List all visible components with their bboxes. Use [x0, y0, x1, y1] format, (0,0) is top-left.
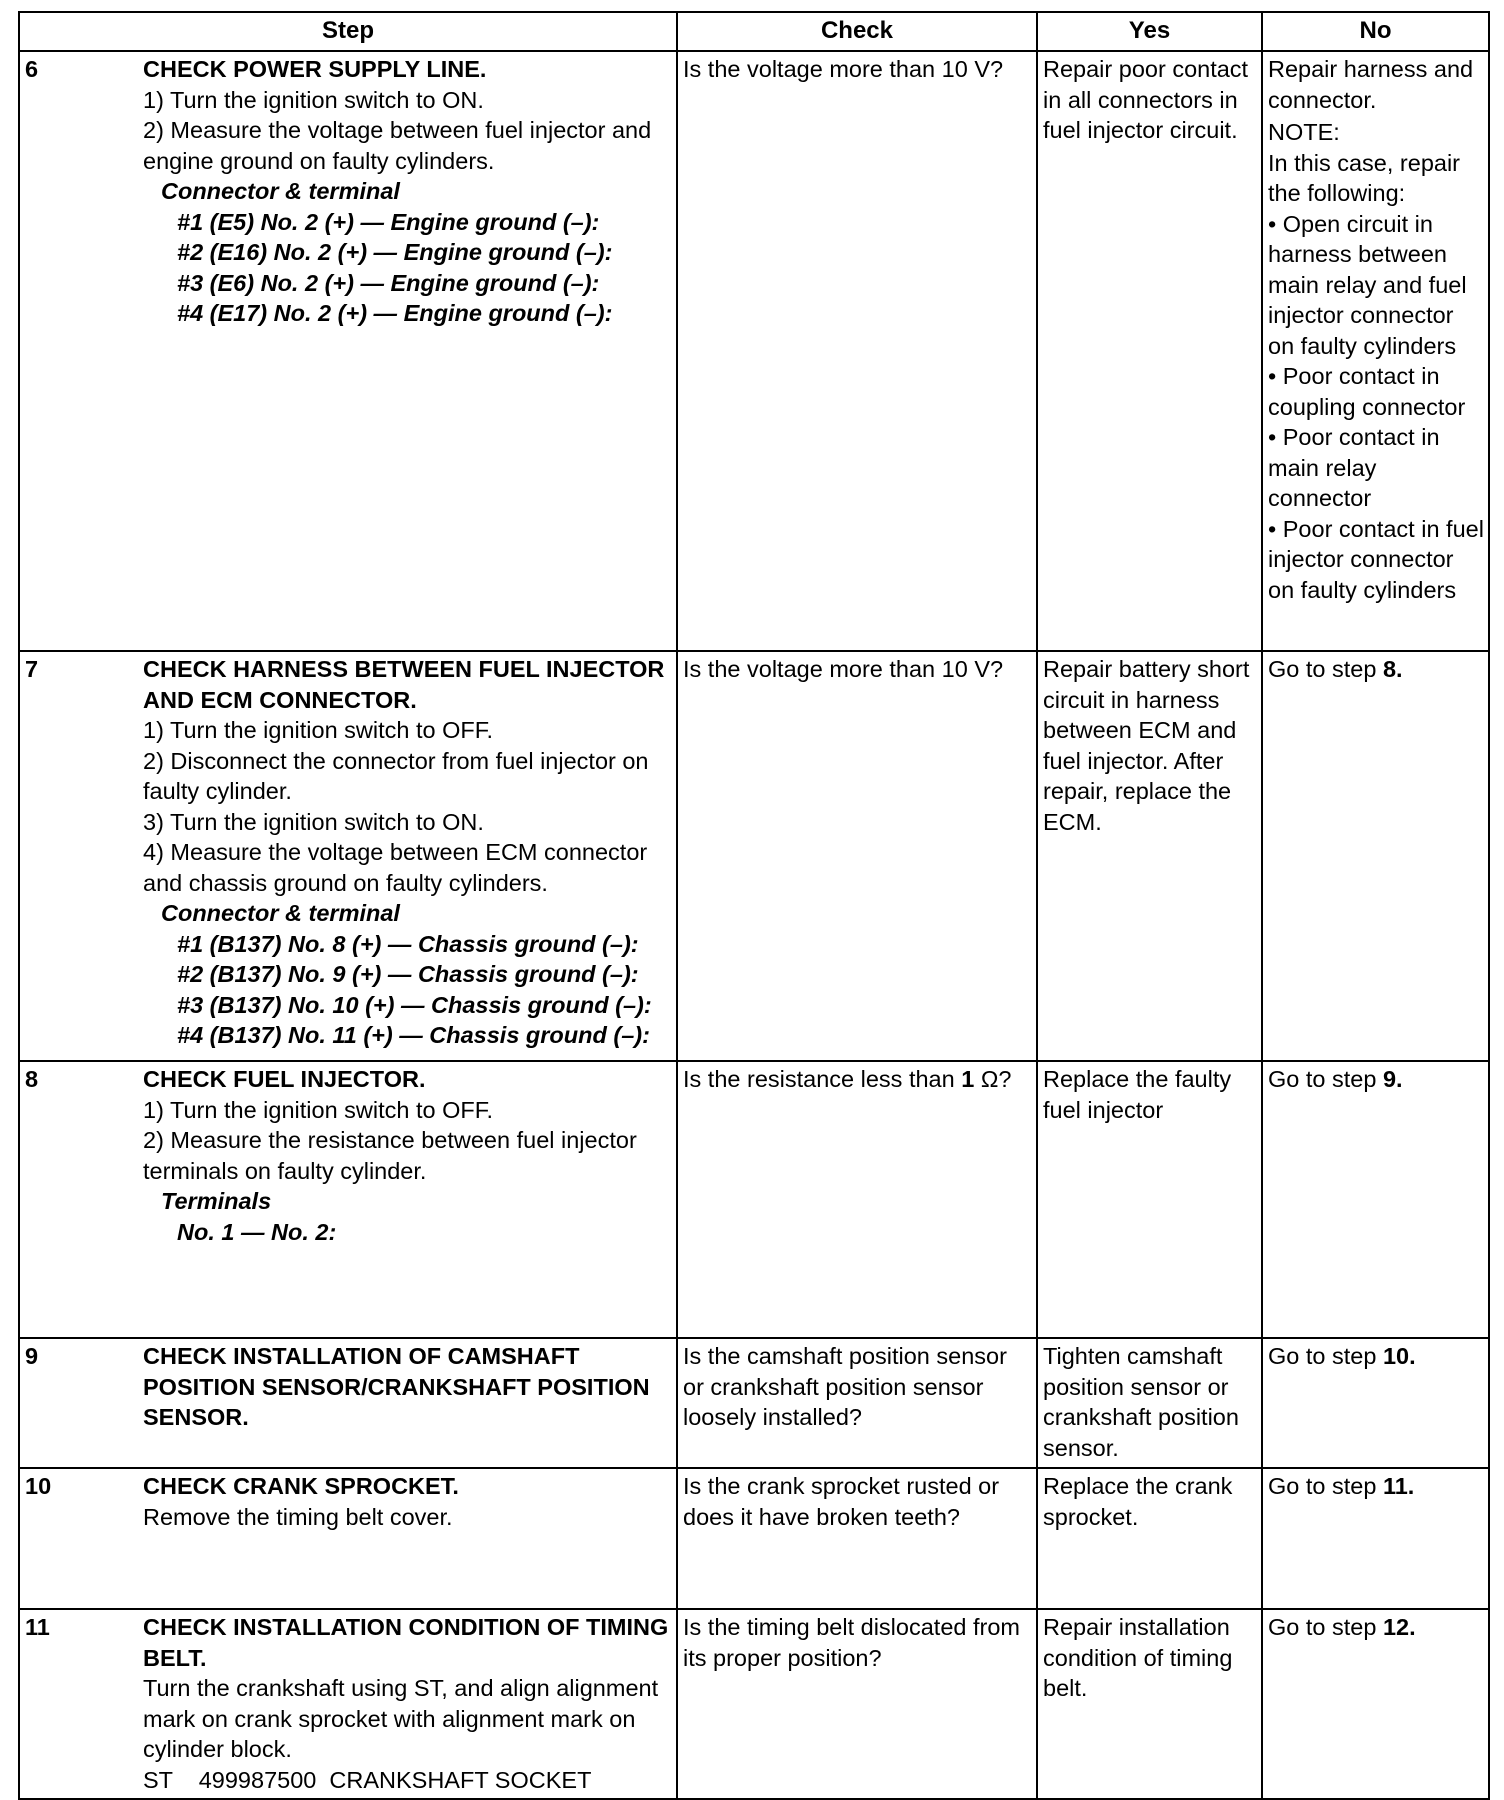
- no-cell: [1262, 1468, 1489, 1609]
- goto-step-period: .: [1409, 1614, 1416, 1640]
- check-cell: Is the camshaft position sensor or crankshaft position sensor loosely installed?: [677, 1338, 1037, 1468]
- check-unit: Ω?: [974, 1066, 1012, 1092]
- no-cell: [1262, 51, 1489, 651]
- yes-cell: Repair poor contact in all connectors in fuel injector circuit.: [1037, 51, 1262, 651]
- goto-step-number: 9: [1382, 1066, 1397, 1092]
- connector-terminal-item: #2 (B137) No. 9 (+) — Chassis ground (–):: [177, 961, 639, 987]
- connector-terminal-item: #4 (B137) No. 11 (+) — Chassis ground (–):: [177, 1022, 650, 1048]
- note-bullet: • Poor contact in coupling connector: [1268, 363, 1466, 420]
- check-value: 1: [961, 1066, 975, 1092]
- step-cell: [19, 1468, 677, 1609]
- goto-step-period: .: [1407, 1473, 1415, 1499]
- step-title: CHECK HARNESS BETWEEN FUEL INJECTOR AND ECM CONNECTOR.: [143, 656, 665, 713]
- step-instruction: 3) Turn the ignition switch to ON.: [143, 808, 484, 835]
- step-title: CHECK INSTALLATION CONDITION OF TIMING BELT.: [143, 1614, 669, 1671]
- table-row: [19, 51, 1489, 651]
- goto-step-period: .: [1396, 656, 1403, 682]
- no-action-text: Repair harness and connector.: [1268, 56, 1474, 113]
- note-text: In this case, repair the following:: [1268, 149, 1461, 206]
- check-cell: Is the crank sprocket rusted or does it have broken teeth?: [677, 1468, 1037, 1609]
- step-number: 6: [25, 56, 39, 82]
- note-label: NOTE:: [1268, 119, 1340, 145]
- step-instruction: 1) Turn the ignition switch to ON.: [143, 86, 484, 113]
- no-action-prefix: Go to step: [1268, 656, 1383, 682]
- goto-step-period: .: [1396, 1066, 1403, 1092]
- goto-step-period: .: [1409, 1343, 1416, 1369]
- connector-terminal-item: #3 (B137) No. 10 (+) — Chassis ground (–):: [177, 991, 652, 1018]
- table-row: [19, 1061, 1489, 1338]
- yes-cell: Repair installation condition of timing belt.: [1037, 1609, 1262, 1799]
- yes-cell: Tighten camshaft position sensor or crankshaft position sensor.: [1037, 1338, 1262, 1468]
- connector-terminal-item: #2 (E16) No. 2 (+) — Engine ground (–):: [177, 239, 613, 265]
- table-row: [19, 1468, 1489, 1609]
- step-cell: [19, 651, 677, 1061]
- connector-terminal-item: #3 (E6) No. 2 (+) — Engine ground (–):: [177, 269, 600, 296]
- step-number: 8: [25, 1066, 39, 1092]
- goto-step-number: 12: [1382, 1614, 1410, 1640]
- step-instruction: 2) Disconnect the connector from fuel injector on faulty cylinder.: [143, 747, 649, 804]
- table-header-row: [19, 12, 1489, 51]
- no-action-prefix: Go to step: [1268, 1614, 1383, 1640]
- step-instruction: 2) Measure the voltage between fuel injector and engine ground on faulty cylinders.: [143, 117, 652, 174]
- step-title: CHECK FUEL INJECTOR.: [143, 1066, 426, 1092]
- connector-terminal-item: #4 (E17) No. 2 (+) — Engine ground (–):: [177, 300, 613, 326]
- step-instruction: Turn the crankshaft using ST, and align alignment mark on crank sprocket with alignment mark on cylinder block.: [143, 1675, 659, 1762]
- note-bullet: • Open circuit in harness between main relay and fuel injector connector on faulty cylinders: [1268, 210, 1467, 359]
- step-cell: [19, 1061, 677, 1338]
- note-bullet: • Poor contact in fuel injector connector on faulty cylinders: [1268, 515, 1484, 603]
- step-number: 11: [25, 1614, 50, 1640]
- step-number: 7: [25, 656, 39, 682]
- check-text-prefix: Is the resistance less than: [683, 1066, 962, 1092]
- column-header-yes: Yes: [1037, 12, 1262, 51]
- table-row: [19, 651, 1489, 1061]
- step-cell: [19, 1609, 677, 1799]
- step-number: 9: [25, 1343, 39, 1369]
- step-title: CHECK POWER SUPPLY LINE.: [143, 56, 487, 82]
- table-row: [19, 1338, 1489, 1468]
- no-action-prefix: Go to step: [1268, 1066, 1383, 1092]
- step-instruction: Remove the timing belt cover.: [143, 1503, 453, 1530]
- step-instruction: 1) Turn the ignition switch to OFF.: [143, 1096, 494, 1123]
- step-number: 10: [25, 1473, 52, 1499]
- yes-cell: Replace the faulty fuel injector: [1037, 1061, 1262, 1338]
- step-instruction: 2) Measure the resistance between fuel injector terminals on faulty cylinder.: [143, 1127, 637, 1184]
- step-instruction: 4) Measure the voltage between ECM connector and chassis ground on faulty cylinders.: [143, 839, 648, 896]
- check-cell: [677, 1061, 1037, 1338]
- column-header-step: Step: [19, 12, 677, 51]
- check-cell: Is the timing belt dislocated from its proper position?: [677, 1609, 1037, 1799]
- step-cell: [19, 51, 677, 651]
- step-title: CHECK INSTALLATION OF CAMSHAFT POSITION SENSOR/CRANKSHAFT POSITION SENSOR.: [143, 1343, 650, 1430]
- no-cell: [1262, 1061, 1489, 1338]
- no-cell: [1262, 1609, 1489, 1799]
- goto-step-number: 11: [1382, 1473, 1408, 1499]
- connector-terminal-heading: Connector & terminal: [161, 178, 400, 204]
- no-action-prefix: Go to step: [1268, 1343, 1383, 1369]
- connector-terminal-heading: Connector & terminal: [161, 900, 400, 926]
- note-bullet: • Poor contact in main relay connector: [1268, 424, 1440, 511]
- connector-terminal-item: #1 (E5) No. 2 (+) — Engine ground (–):: [177, 208, 600, 235]
- terminals-heading: Terminals: [161, 1188, 272, 1214]
- yes-cell: Replace the crank sprocket.: [1037, 1468, 1262, 1609]
- special-tool-line: ST 499987500 CRANKSHAFT SOCKET: [143, 1766, 592, 1793]
- column-header-check: Check: [677, 12, 1037, 51]
- step-cell: [19, 1338, 677, 1468]
- diagnostic-procedure-table: [18, 11, 1490, 1800]
- step-instruction: 1) Turn the ignition switch to OFF.: [143, 717, 494, 743]
- step-title: CHECK CRANK SPROCKET.: [143, 1473, 459, 1499]
- check-cell: Is the voltage more than 10 V?: [677, 51, 1037, 651]
- yes-cell: Repair battery short circuit in harness between ECM and fuel injector. After repair, replace the ECM.: [1037, 651, 1262, 1061]
- check-cell: Is the voltage more than 10 V?: [677, 651, 1037, 1061]
- goto-step-number: 8: [1382, 656, 1397, 682]
- column-header-no: No: [1262, 12, 1489, 51]
- no-action-prefix: Go to step: [1268, 1473, 1383, 1499]
- goto-step-number: 10: [1382, 1343, 1410, 1369]
- terminals-item: No. 1 — No. 2:: [177, 1218, 337, 1245]
- no-cell: [1262, 1338, 1489, 1468]
- no-cell: [1262, 651, 1489, 1061]
- connector-terminal-item: #1 (B137) No. 8 (+) — Chassis ground (–):: [177, 930, 639, 957]
- table-row: [19, 1609, 1489, 1799]
